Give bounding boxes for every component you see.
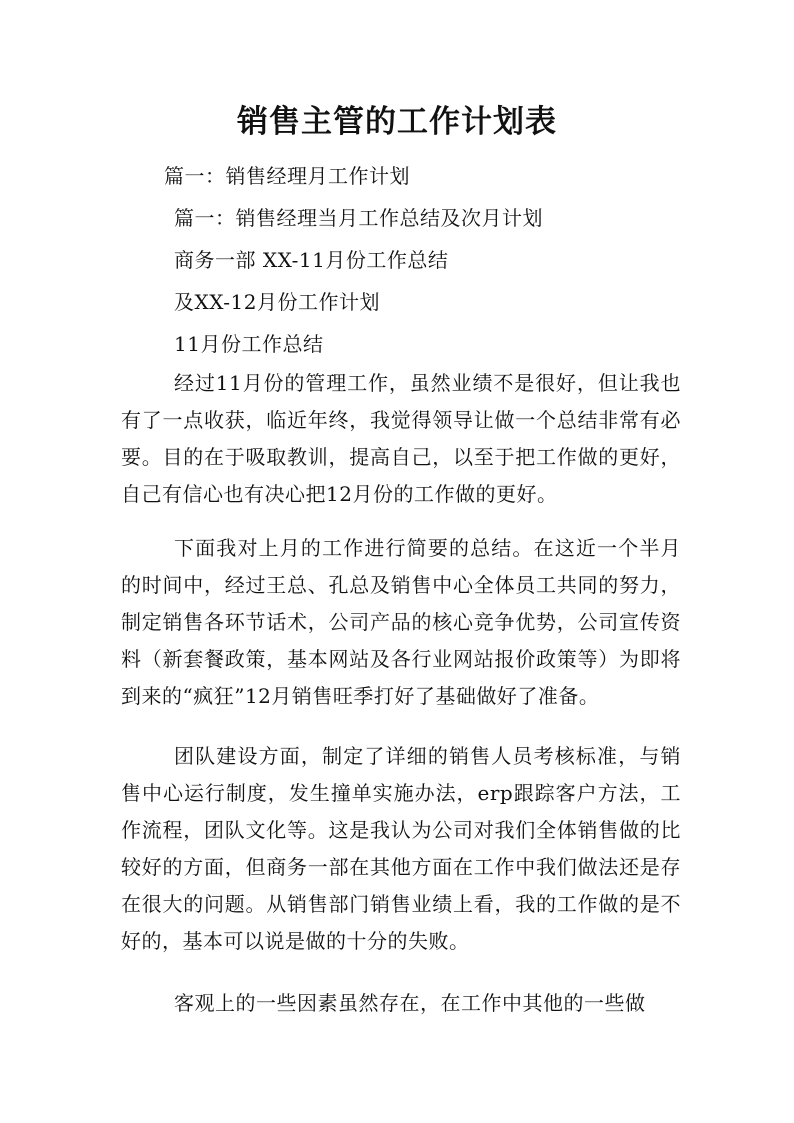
heading-summary-plan: 篇一：销售经理当月工作总结及次月计划 bbox=[174, 206, 543, 230]
heading-november-summary: 11月份工作总结 bbox=[174, 332, 324, 356]
heading-december-plan: 及XX-12月份工作计划 bbox=[174, 290, 380, 314]
heading-department-summary: 商务一部 XX-11月份工作总结 bbox=[174, 248, 449, 272]
paragraph-3: 团队建设方面，制定了详细的销售人员考核标准，与销售中心运行制度，发生撞单实施办法，erp跟踪客户方法，工作流程，团队文化等。这是我认为公司对我们全体销售做的比较好的方面，但商务一部在其他方面在工作中我们做法还是存在很大的问题。从销售部门销售业绩上看，我的工作做的是不好的，基本可以说是做的十分的失败。 bbox=[121, 744, 681, 953]
paragraph-2: 下面我对上月的工作进行简要的总结。在这近一个半月的时间中，经过王总、孔总及销售中心全体员工共同的努力，制定销售各环节话术，公司产品的核心竞争优势，公司宣传资料（新套餐政策，基本网站及各行业网站报价政策等）为即将到来的“疯狂”12月销售旺季打好了基础做好了准备。 bbox=[121, 536, 681, 708]
document-title: 销售主管的工作计划表 bbox=[237, 104, 557, 140]
heading-chapter: 篇一：销售经理月工作计划 bbox=[164, 164, 410, 188]
paragraph-4: 客观上的一些因素虽然存在，在工作中其他的一些做 bbox=[174, 991, 646, 1015]
paragraph-1: 经过11月份的管理工作，虽然业绩不是很好，但让我也有了一点收获，临近年终，我觉得领导让做一个总结非常有必要。目的在于吸取教训，提高自己，以至于把工作做的更好，自己有信心也有决心把12月份的工作做的更好。 bbox=[121, 371, 681, 506]
